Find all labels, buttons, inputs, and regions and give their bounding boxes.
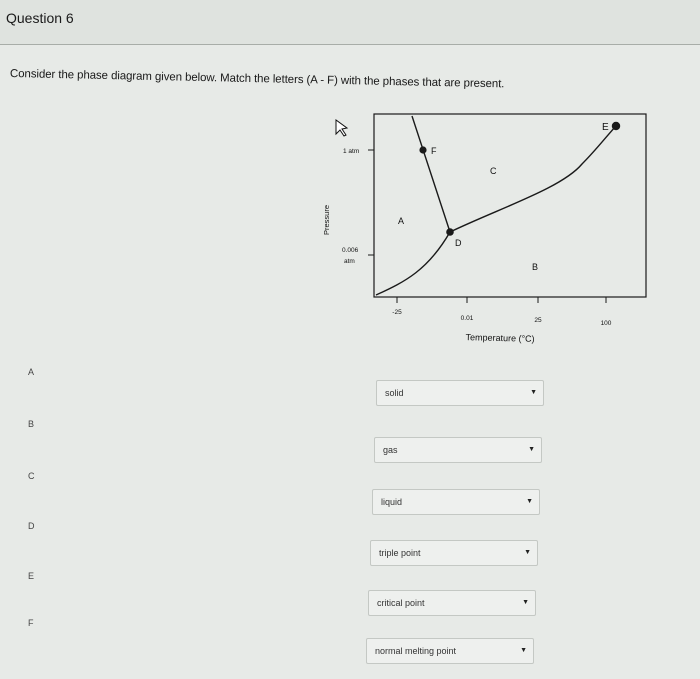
match-select-b[interactable] bbox=[374, 437, 542, 463]
question-header bbox=[0, 0, 700, 45]
question-prompt: Consider the phase diagram given below. Match the letters (A - F) with the phases that are present. bbox=[9, 68, 505, 91]
match-select-e[interactable] bbox=[368, 590, 536, 616]
match-letter-d: D bbox=[28, 521, 35, 531]
label-e: E bbox=[602, 122, 609, 133]
match-letter-e: E bbox=[28, 571, 35, 581]
match-row-a bbox=[0, 364, 700, 404]
y-axis-label: Pressure bbox=[322, 204, 331, 236]
match-row-b bbox=[0, 416, 700, 456]
y-tick-label-1atm: 1 atm bbox=[343, 148, 360, 155]
point-d-triple bbox=[446, 228, 454, 236]
match-select-a[interactable] bbox=[376, 380, 544, 406]
label-c: C bbox=[490, 166, 497, 176]
y-tick-label-atm: atm bbox=[344, 258, 355, 265]
match-select-e-value: critical point bbox=[377, 598, 425, 608]
match-row-e bbox=[0, 568, 700, 608]
chevron-down-icon: ▼ bbox=[528, 446, 535, 453]
match-row-c bbox=[0, 468, 700, 508]
phase-diagram bbox=[300, 100, 670, 360]
chevron-down-icon: ▼ bbox=[526, 498, 533, 505]
label-a: A bbox=[398, 216, 405, 226]
match-select-d[interactable] bbox=[370, 540, 538, 566]
match-select-c-value: liquid bbox=[381, 497, 403, 507]
label-d: D bbox=[455, 238, 462, 248]
match-letter-f: F bbox=[28, 618, 34, 628]
match-letter-c: C bbox=[28, 471, 35, 481]
question-title: Question 6 bbox=[6, 10, 74, 26]
chevron-down-icon: ▼ bbox=[520, 647, 527, 654]
phase-diagram-svg bbox=[300, 100, 670, 360]
x-tick-label-100: 100 bbox=[600, 320, 612, 327]
match-letter-a: A bbox=[28, 367, 35, 377]
melting-curve bbox=[412, 116, 450, 232]
sublimation-curve bbox=[376, 232, 450, 295]
chevron-down-icon: ▼ bbox=[530, 389, 537, 396]
match-row-d bbox=[0, 518, 700, 558]
point-e-critical bbox=[612, 122, 620, 130]
x-tick-label-m25: -25 bbox=[392, 309, 402, 316]
match-select-b-value: gas bbox=[383, 445, 398, 455]
x-tick-label-25: 25 bbox=[534, 317, 542, 324]
match-row-f bbox=[0, 614, 700, 654]
match-select-f-value: normal melting point bbox=[375, 646, 457, 656]
chevron-down-icon: ▼ bbox=[522, 599, 529, 606]
x-tick-label-001: 0.01 bbox=[460, 315, 474, 322]
match-letter-b: B bbox=[28, 419, 35, 429]
label-b: B bbox=[532, 262, 539, 272]
match-select-d-value: triple point bbox=[379, 548, 421, 558]
mouse-cursor-icon bbox=[336, 120, 347, 136]
point-f-melting bbox=[419, 146, 426, 153]
label-f: F bbox=[431, 146, 437, 156]
match-select-c[interactable] bbox=[372, 489, 540, 515]
vaporization-curve bbox=[450, 126, 616, 232]
match-select-a-value: solid bbox=[385, 388, 404, 398]
match-select-f[interactable] bbox=[366, 638, 534, 664]
y-tick-label-0006: 0.006 bbox=[342, 247, 359, 254]
x-axis-label: Temperature (°C) bbox=[465, 332, 535, 344]
chevron-down-icon: ▼ bbox=[524, 549, 531, 556]
